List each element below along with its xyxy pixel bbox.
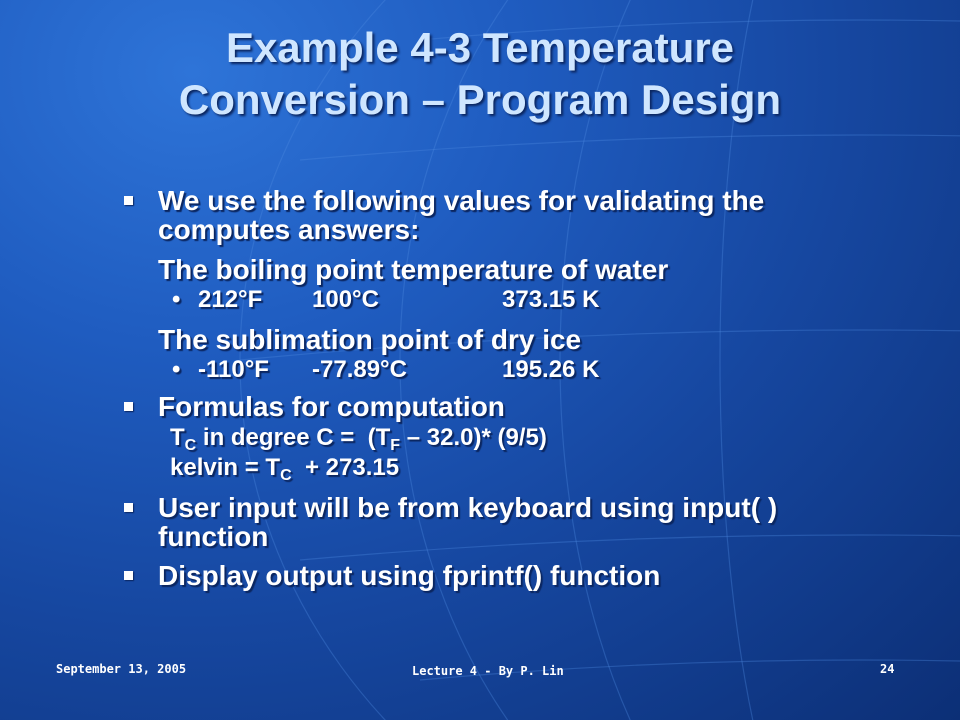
bullet-display-output-text: Display output using fprintf() function	[158, 560, 661, 591]
bullet-formulas	[120, 392, 920, 421]
formula-celsius: $T_C$ in degree $C = (T_F - 32.0)*$ (9/5)	[170, 424, 547, 454]
square-bullet-icon	[124, 571, 133, 580]
dry-ice-heading: The sublimation point of dry ice	[158, 324, 582, 355]
footer-page-number: 24	[880, 662, 895, 676]
bullet-user-input	[120, 493, 920, 551]
boiling-point-heading: The boiling point temperature of water	[158, 254, 669, 285]
square-bullet-icon	[124, 402, 133, 411]
footer-date: September 13, 2005	[56, 662, 187, 676]
square-bullet-icon	[124, 503, 133, 512]
boiling-point-values	[120, 286, 920, 314]
bullet-text-line-1: We use the following values for validating the	[158, 185, 765, 216]
slide-title	[60, 22, 900, 126]
slide-body	[120, 186, 920, 590]
square-bullet-icon	[124, 196, 133, 205]
dry-ice-values	[120, 356, 920, 384]
bullet-text-line-2: computes answers:	[158, 214, 420, 245]
dry-ice-kelvin: 195.26 K	[502, 356, 600, 383]
boiling-celsius: 100°C	[312, 286, 379, 313]
bullet-user-input-line-1: User input will be from keyboard using input( )	[158, 492, 778, 523]
round-bullet-icon: •	[172, 286, 181, 313]
title-line-1: Example 4-3 Temperature	[225, 24, 735, 71]
title-line-2: Conversion – Program Design	[178, 76, 782, 123]
dry-ice-celsius: -77.89°C	[312, 356, 407, 383]
dry-ice-fahrenheit: -110°F	[198, 356, 269, 383]
bullet-validation-values	[120, 186, 920, 244]
round-bullet-icon: •	[172, 356, 181, 383]
bullet-formulas-text: Formulas for computation	[158, 391, 505, 422]
bullet-user-input-line-2: function	[158, 521, 269, 552]
bullet-display-output	[120, 561, 920, 590]
boiling-fahrenheit: 212°F	[198, 286, 263, 313]
formula-kelvin: kelvin = $T_C + 273.15$	[170, 454, 400, 484]
footer-lecture: Lecture 4 - By P. Lin	[412, 664, 564, 678]
boiling-kelvin: 373.15 K	[502, 286, 600, 313]
